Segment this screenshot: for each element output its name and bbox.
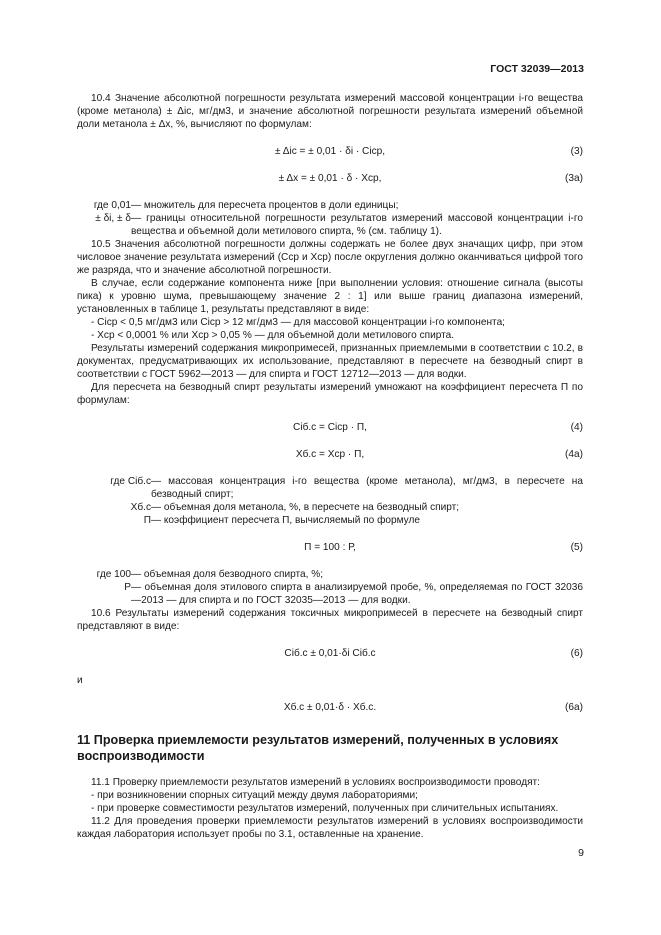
page-content <box>77 92 583 841</box>
paragraph-recalc: Для пересчета на безводный спирт результаты измерений умножают на коэффициент пересчета П по формулам: <box>77 382 583 406</box>
definition-item <box>77 475 583 501</box>
definition-item <box>77 501 583 514</box>
definition-desc: — границы относительной погрешности результатов измерений массовой концентрации i-го вещества и объемной доли метилового спирта, % (см. таблицу 1). <box>131 213 583 237</box>
paragraph-case: В случае, если содержание компонента ниже [при выполнении условия: отношение сигнала (высоты пика) к уровню шума, превышающему значение 2 : 1] или выше границ диапазона измерений, установленных в таблице 1, результаты представляют в виде: <box>77 278 583 315</box>
definition-desc: — объемная доля этилового спирта в анализируемой пробе, %, определяемая по ГОСТ 32036—2013 — для спирта и по ГОСТ 32035—2013 — для водки. <box>131 582 583 606</box>
formula-5 <box>77 541 583 554</box>
formula-expression: Сiб.с = Сicp · П, <box>293 422 367 433</box>
formula-expression: Хб.с = Хср · П, <box>295 449 365 460</box>
page-number: 9 <box>578 847 584 859</box>
formula-number: (3а) <box>565 173 583 184</box>
formula-expression: П = 100 : Р, <box>304 542 356 553</box>
formula-number: (4а) <box>565 449 583 460</box>
conjunction: и <box>77 675 83 686</box>
definition-item <box>77 212 583 238</box>
paragraph-11-2: 11.2 Для проведения проверки приемлемости результатов измерений в условиях воспроизводимости каждая лаборатория использует пробы по 3.1, оставленные на хранение. <box>77 816 583 840</box>
definition-desc: — массовая концентрация i-го вещества (кроме метанола), мг/дм3, в пересчете на безводный спирт; <box>151 476 583 500</box>
list-item: - при проверке совместимости результатов измерений, полученных при сличительных испытаниях. <box>91 803 559 814</box>
formula-3a <box>77 172 583 185</box>
definition-item <box>77 568 583 581</box>
list-item: - Сicp < 0,5 мг/дм3 или Сicp > 12 мг/дм3 — для массовой концентрации i-го компонента; <box>91 317 505 328</box>
definition-term: Р <box>124 582 131 593</box>
formula-number: (6а) <box>565 702 583 713</box>
formula-expression: Хб.с ± 0,01·δ · Хб.с. <box>283 702 377 713</box>
document-header: ГОСТ 32039—2013 <box>490 63 584 75</box>
formula-expression: Сiб.с ± 0,01·δi Сiб.с <box>284 648 376 659</box>
definition-term: ± δi, ± δ <box>95 213 131 224</box>
paragraph-10-6: 10.6 Результаты измерений содержания токсичных микропримесей в пересчете на безводный спирт представляют в виде: <box>77 608 583 632</box>
formula-expression: ± Δic = ± 0,01 · δi · Cicp, <box>274 146 386 157</box>
definition-desc: — коэффициент пересчета П, вычисляемый по формуле <box>151 515 421 526</box>
formula-6a <box>77 701 583 714</box>
formula-number: (5) <box>570 542 583 553</box>
formula-number: (4) <box>570 422 583 433</box>
definition-term: Хб.с <box>130 502 151 513</box>
definition-desc: — объемная доля безводного спирта, %; <box>131 569 324 580</box>
formula-4 <box>77 421 583 434</box>
definition-term: где Сiб.с <box>110 476 151 487</box>
definition-item <box>77 199 583 212</box>
definition-desc: — объемная доля метанола, %, в пересчете на безводный спирт; <box>151 502 460 513</box>
definition-item <box>77 581 583 607</box>
formula-number: (6) <box>570 648 583 659</box>
list-item: - Хср < 0,0001 % или Хср > 0,05 % — для объемной доли метилового спирта. <box>91 330 455 341</box>
definition-term: где 100 <box>96 569 131 580</box>
formula-3 <box>77 145 583 158</box>
paragraph-10-4: 10.4 Значение абсолютной погрешности результата измерений массовой концентрации i-го вещества (кроме метанола) ± Δic, мг/дм3, и значение абсолютной погрешности результата измерений объемной доли метанола ± Δx, %, вычисляют по формулам: <box>77 93 583 130</box>
paragraph-11-1: 11.1 Проверку приемлемости результатов измерений в условиях воспроизводимости проводят: <box>91 777 540 788</box>
definition-term: П <box>143 515 151 526</box>
formula-6 <box>77 647 583 660</box>
definition-desc: — множитель для пересчета процентов в доли единицы; <box>131 200 399 211</box>
paragraph-10-5: 10.5 Значения абсолютной погрешности должны содержать не более двух значащих цифр, при этом числовое значение результата измерений (Сср и Хср) после округления должно оканчиваться цифрой того же разряда, что и значение абсолютной погрешности. <box>77 239 583 276</box>
paragraph-results: Результаты измерений содержания микропримесей, признанных приемлемыми в соответствии с 10.2, в документах, предусматривающих их использование, представляют в пересчете на безводный спирт в соответствии с ГОСТ 5962—2013 — для спирта и ГОСТ 12712—2013 — для водки. <box>77 343 583 380</box>
definition-term: где 0,01 <box>93 200 131 211</box>
formula-number: (3) <box>570 146 583 157</box>
section-11-title: 11 Проверка приемлемости результатов измерений, полученных в условиях воспроизводимости <box>77 733 559 763</box>
list-item: - при возникновении спорных ситуаций между двумя лабораториями; <box>91 790 418 801</box>
formula-4a <box>77 448 583 461</box>
definition-item <box>77 514 583 527</box>
formula-expression: ± Δx = ± 0,01 · δ · Xcp, <box>278 173 382 184</box>
